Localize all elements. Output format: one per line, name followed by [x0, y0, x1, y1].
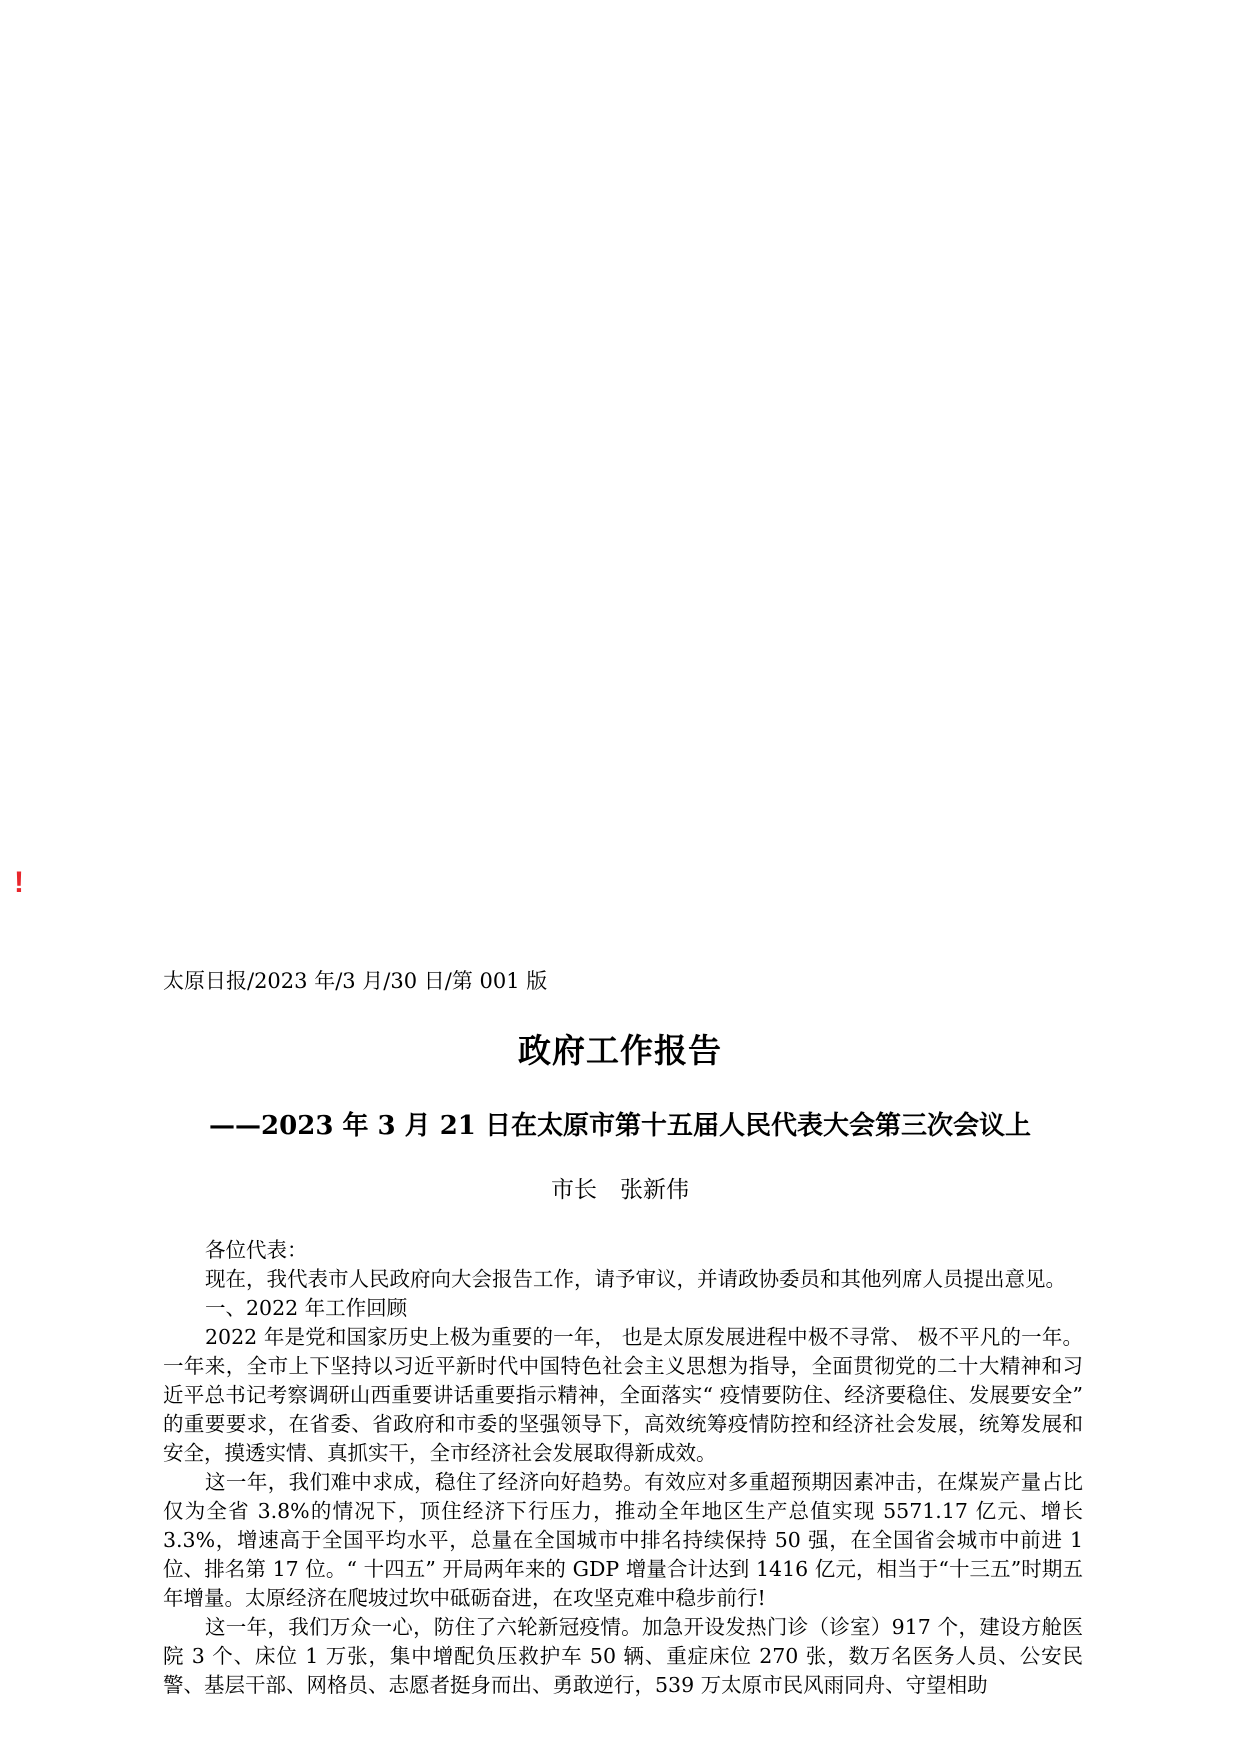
section-heading: 一、2022 年工作回顾: [205, 1296, 408, 1320]
salutation-paragraph: 各位代表：: [205, 1238, 308, 1262]
report-body: [163, 1236, 1083, 1700]
body-paragraph: 这一年，我们万众一心，防住了六轮新冠疫情。加急开设发热门诊（诊室）917 个，建设方舱医院 3 个、床位 1 万张，集中增配负压救护车 50 辆、重症床位 270 张，数万名医务人员、公安民警、基层干部、网格员、志愿者挺身而出、勇敢逆行，539 万太原市民风雨同舟、守望相助: [163, 1615, 1083, 1697]
opening-paragraph: 现在，我代表市人民政府向大会报告工作，请予审议，并请政协委员和其他列席人员提出意见。: [205, 1267, 1066, 1291]
red-exclamation-mark: !: [14, 866, 24, 899]
body-paragraph: 这一年，我们难中求成，稳住了经济向好趋势。有效应对多重超预期因素冲击，在煤炭产量占比仅为全省 3.8%的情况下，顶住经济下行压力，推动全年地区生产总值实现 5571.17 亿元、增长 3.3%，增速高于全国平均水平，总量在全国城市中排名持续保持 50 强，在全国省会城市中前进 1 位、排名第 17 位。“ 十四五” 开局两年来的 GDP 增量合计达到 1416 亿元，相当于“十三五”时期五年增量。太原经济在爬坡过坎中砥砺奋进，在攻坚克难中稳步前行!: [163, 1470, 1083, 1610]
report-subtitle: ——2023 年 3 月 21 日在太原市第十五届人民代表大会第三次会议上: [209, 1111, 1031, 1141]
report-title: 政府工作报告: [518, 1031, 722, 1070]
newspaper-dateline: 太原日报/2023 年/3 月/30 日/第 001 版: [163, 969, 548, 993]
body-paragraph: 2022 年是党和国家历史上极为重要的一年， 也是太原发展进程中极不寻常、 极不平凡的一年。一年来，全市上下坚持以习近平新时代中国特色社会主义思想为指导，全面贯彻党的二十大精神和习近平总书记考察调研山西重要讲话重要指示精神，全面落实“ 疫情要防住、经济要稳住、发展要安全” 的重要要求，在省委、省政府和市委的坚强领导下，高效统筹疫情防控和经济社会发展，统筹发展和安全，摸透实情、真抓实干，全市经济社会发展取得新成效。: [163, 1325, 1083, 1465]
report-author: 市长 张新伟: [551, 1177, 689, 1203]
